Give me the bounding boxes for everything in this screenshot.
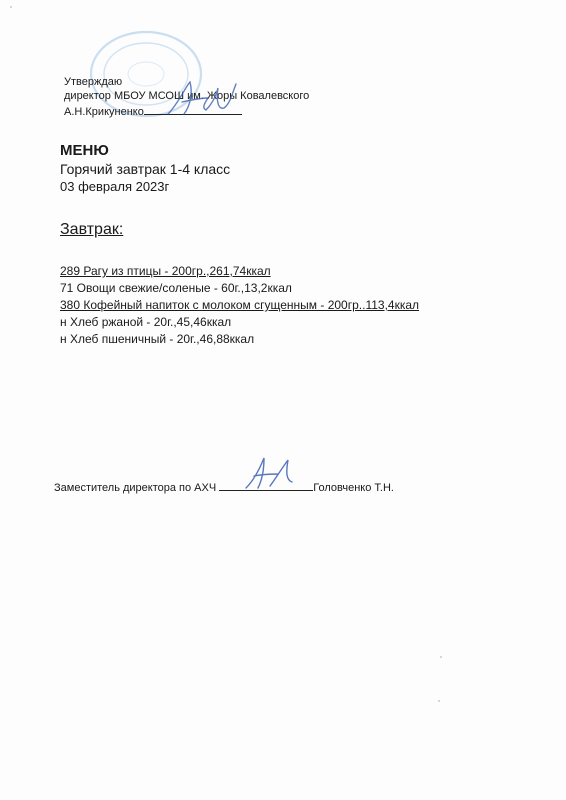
scan-speck xyxy=(440,656,442,658)
menu-item: 71 Овощи свежие/соленые - 60г.,13,2ккал xyxy=(60,281,292,295)
approval-label: Утверждаю xyxy=(64,76,123,88)
scan-speck xyxy=(438,700,440,702)
approval-name: А.Н.Крикуненко xyxy=(64,106,144,118)
deputy-name: Головченко Т.Н. xyxy=(313,482,394,494)
meal-label: Завтрак: xyxy=(60,221,124,238)
deputy-position: Заместитель директора по АХЧ xyxy=(54,482,217,494)
director-signature xyxy=(160,74,242,122)
menu-item: н Хлеб пшеничный - 20г.,46,88ккал xyxy=(60,332,255,346)
approval-position: директор МБОУ МСОШ им. Жоры Ковалевского xyxy=(64,90,310,102)
menu-item: н Хлеб ржаной - 20г.,45,46ккал xyxy=(60,315,232,329)
footer-signature-row xyxy=(54,480,394,495)
menu-item: 380 Кофейный напиток с молоком сгущенным - 200гр..113,4ккал xyxy=(60,298,420,312)
menu-item: 289 Рагу из птицы - 200гр.,261,74ккал xyxy=(60,264,271,278)
page-title: МЕНЮ xyxy=(60,142,109,159)
scan-speck xyxy=(10,6,12,8)
deputy-signature xyxy=(240,452,300,496)
menu-date: 03 февраля 2023г xyxy=(60,179,170,194)
menu-subtitle: Горячий завтрак 1-4 класс xyxy=(60,161,231,177)
